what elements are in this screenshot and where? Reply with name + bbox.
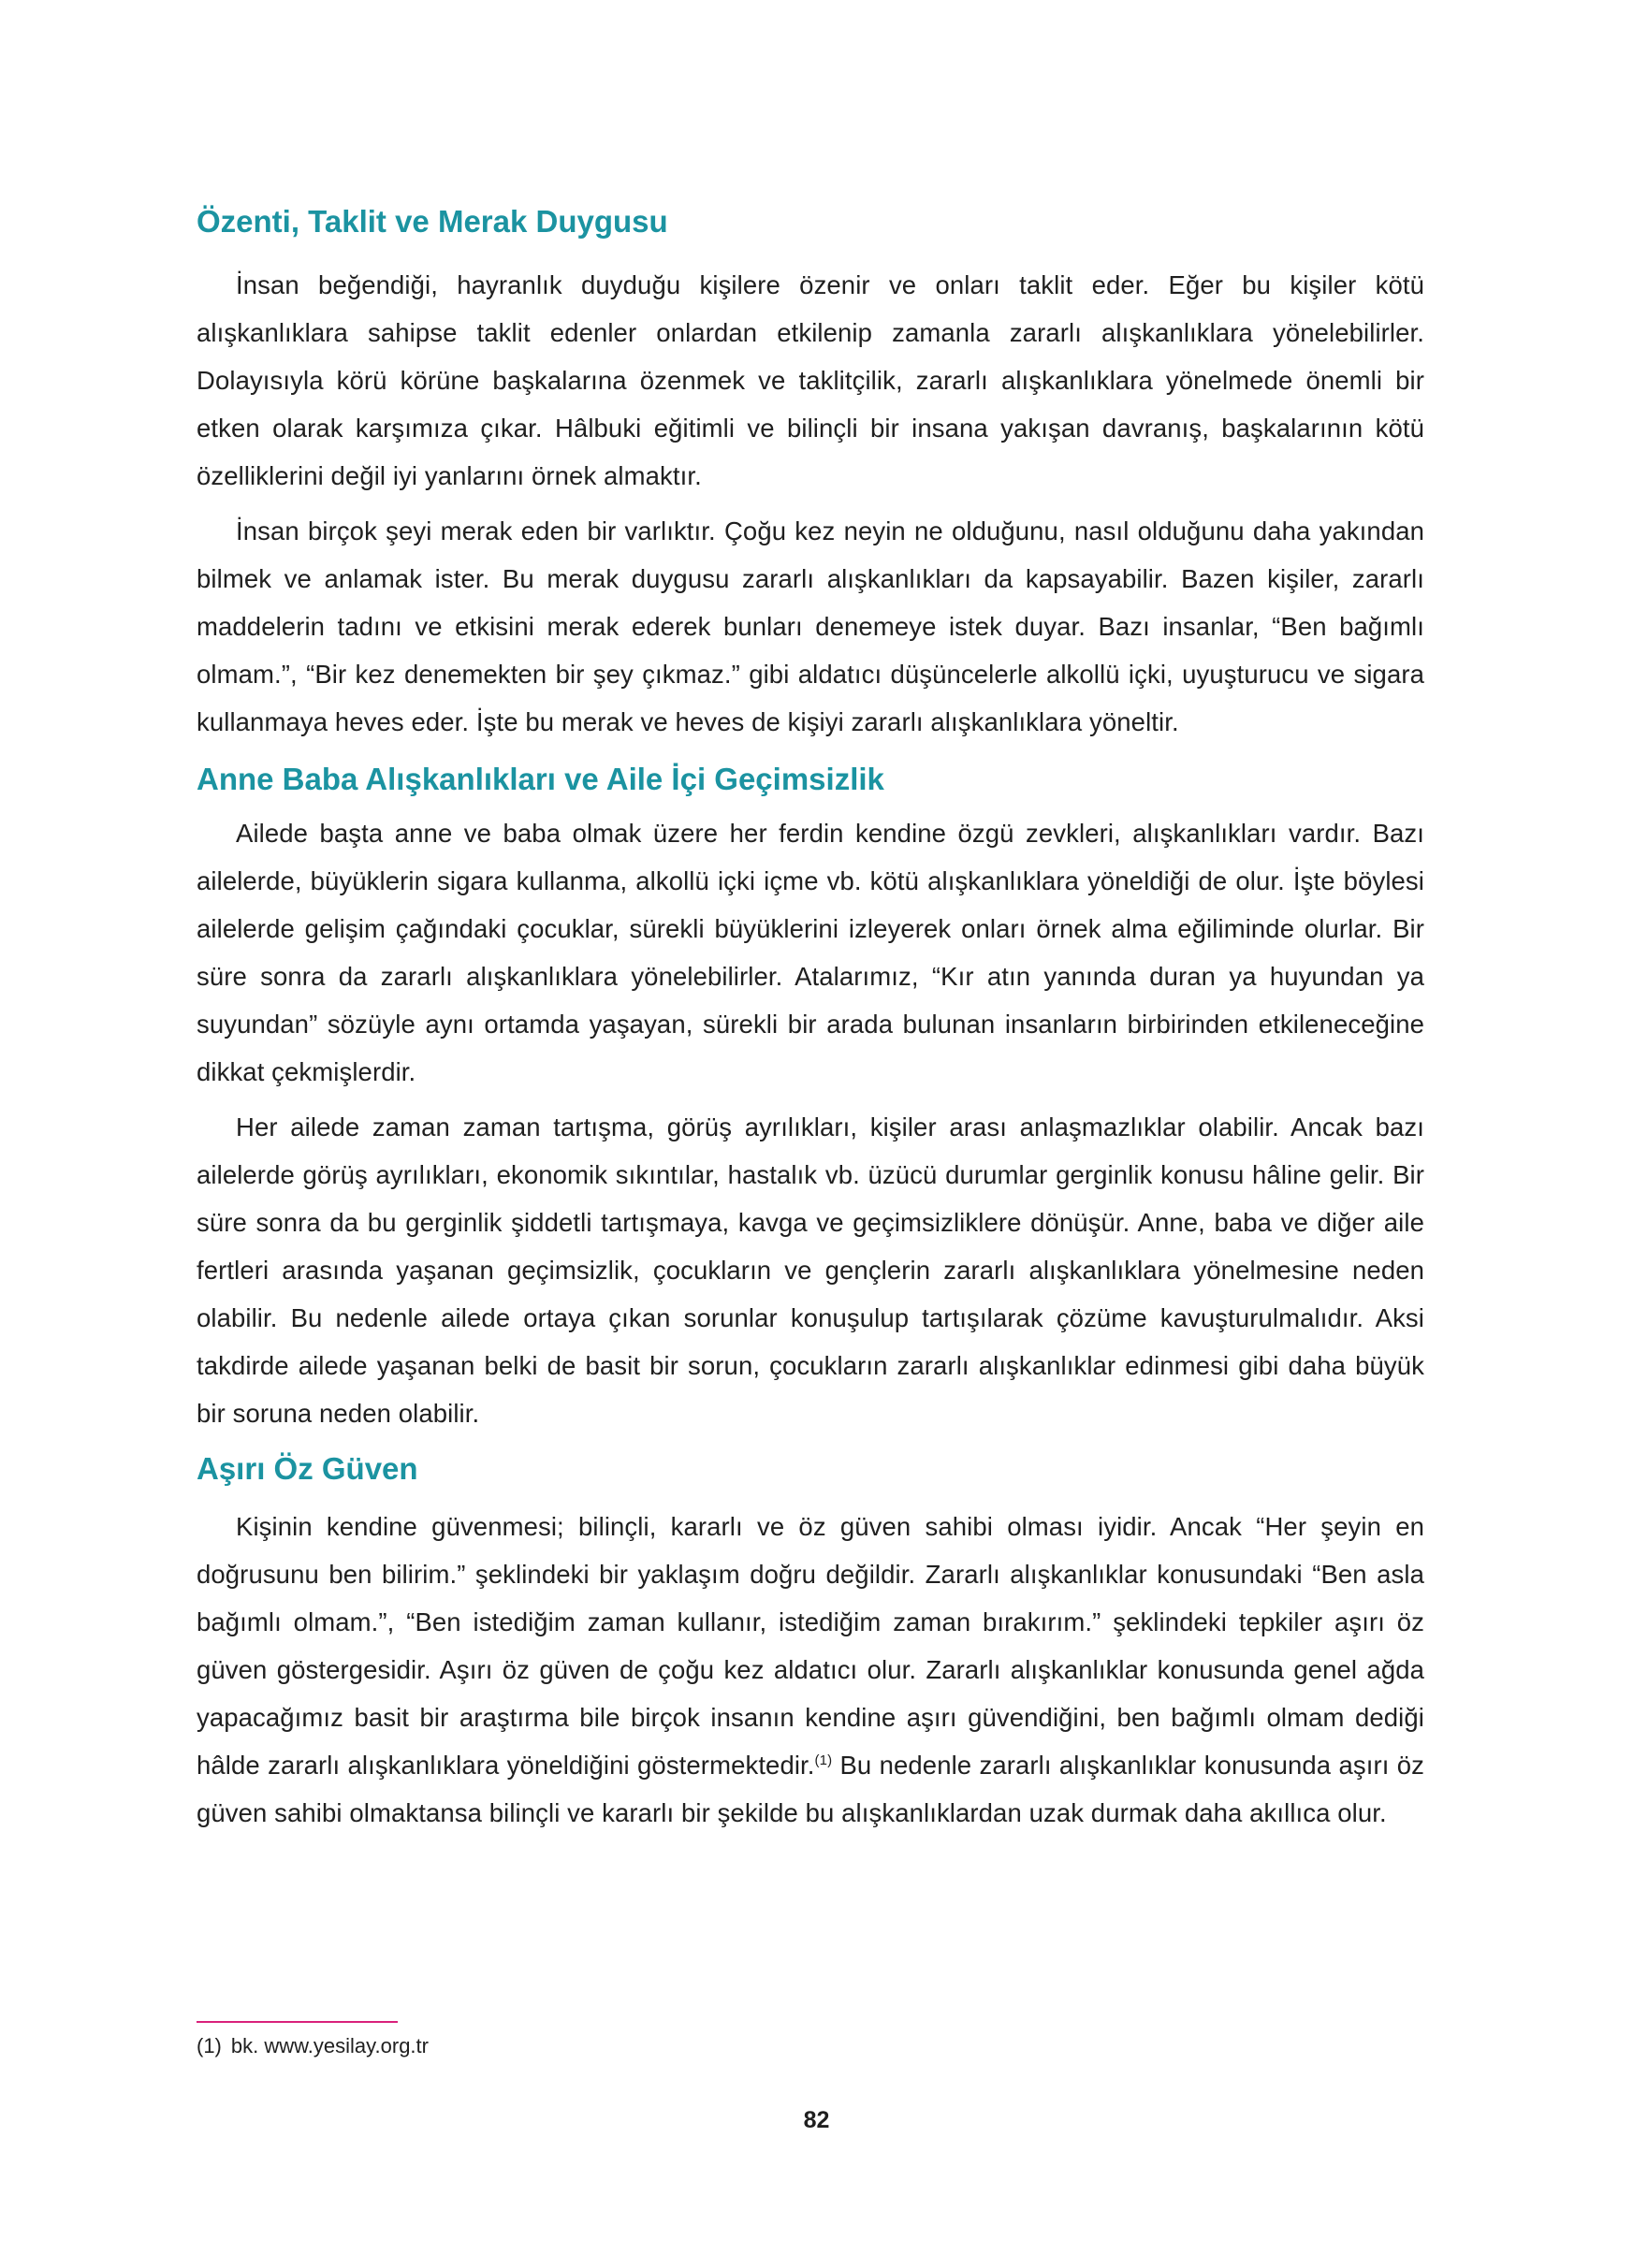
paragraph-anne-baba-2: Her ailede zaman zaman tartışma, görüş ayrılıkları, kişiler arası anlaşmazlıklar olabilir. Ancak bazı ailelerde görüş ayrılıkları, ekonomik sıkıntılar, hastalık vb. üzücü durumlar gerginlik konusu hâline gelir. Bir süre sonra da bu gerginlik şiddetli tartışmaya, kavga ve geçimsizliklere dönüşür. Anne, baba ve diğer aile fertleri arasında yaşanan geçimsizlik, çocukların ve gençlerin zararlı alışkanlıklara yönelmesine neden olabilir. Bu nedenle ailede ortaya çıkan sorunlar konuşulup tartışılarak çözüme kavuşturulmalıdır. Aksi takdirde ailede yaşanan belki de basit bir sorun, çocukların zararlı alışkanlıklar edinmesi gibi daha büyük bir soruna neden olabilir. (197, 1112, 1424, 1428)
page-content (197, 201, 1424, 1844)
footnote (197, 2032, 429, 2060)
paragraph-ozenti-2: İnsan birçok şeyi merak eden bir varlıktır. Çoğu kez neyin ne olduğunu, nasıl olduğunu daha yakından bilmek ve anlamak ister. Bu merak duygusu zararlı alışkanlıkları da kapsayabilir. Bazen kişiler, zararlı maddelerin tadını ve etkisini merak ederek bunları denemeye istek duyar. Bazı insanlar, “Ben bağımlı olmam.”, “Bir kez denemekten bir şey çıkmaz.” gibi aldatıcı düşüncelerle alkollü içki, uyuşturucu ve sigara kullanmaya heves eder. İşte bu merak ve heves de kişiyi zararlı alışkanlıklara yöneltir. (197, 516, 1424, 736)
paragraph-text-after-ref: Bu nedenle zararlı alışkanlıklar konusunda aşırı öz güven sahibi olmaktansa bilinçli ve kararlı bir şekilde bu alışkanlıklardan uzak durmak daha akıllıca olur. (197, 1751, 1424, 1827)
section-heading-ozenti: Özenti, Taklit ve Merak Duygusu (197, 204, 668, 239)
section-heading-anne-baba: Anne Baba Alışkanlıkları ve Aile İçi Geçimsizlik (197, 762, 884, 796)
footnote-divider (197, 2021, 398, 2023)
paragraph-ozenti-1: İnsan beğendiği, hayranlık duyduğu kişilere özenir ve onları taklit eder. Eğer bu kişiler kötü alışkanlıklara sahipse taklit edenler onlardan etkilenip zamanla zararlı alışkanlıklara yönelebilirler. Dolayısıyla körü körüne başkalarına özenmek ve taklitçilik, zararlı alışkanlıklara yönelmede önemli bir etken olarak karşımıza çıkar. Hâlbuki eğitimli ve bilinçli bir insana yakışan davranış, başkalarının kötü özelliklerini değil iyi yanlarını örnek almaktır. (197, 270, 1424, 490)
paragraph-text-before-ref: Kişinin kendine güvenmesi; bilinçli, kararlı ve öz güven sahibi olması iyidir. Ancak “Her şeyin en doğrusunu ben bilirim.” şeklindeki bir yaklaşım doğru değildir. Zararlı alışkanlıklar konusundaki “Ben asla bağımlı olmam.”, “Ben istediğim zaman kullanır, istediğim zaman bırakırım.” şeklindeki tepkiler aşırı öz güven göstergesidir. Aşırı öz güven de çoğu kez aldatıcı olur. Zararlı alışkanlıklar konusunda genel ağda yapacağımız basit bir araştırma bile birçok insanın kendine aşırı güvendiğini, ben bağımlı olmam dediği hâlde zararlı alışkanlıklara yöneldiğini göstermektedir. (197, 1512, 1424, 1780)
section-heading-asiri-oz-guven: Aşırı Öz Güven (197, 1451, 418, 1486)
paragraph-asiri-oz-guven (197, 1503, 1424, 1837)
paragraph-anne-baba-1: Ailede başta anne ve baba olmak üzere her ferdin kendine özgü zevkleri, alışkanlıkları vardır. Bazı ailelerde, büyüklerin sigara kullanma, alkollü içki içme vb. kötü alışkanlıklara yöneldiği de olur. İşte böylesi ailelerde gelişim çağındaki çocuklar, sürekli büyüklerini izleyerek onları örnek alma eğiliminde olurlar. Bir süre sonra da zararlı alışkanlıklara yönelebilirler. Atalarımız, “Kır atın yanında duran ya huyundan ya suyundan” sözüyle aynı ortamda yaşayan, sürekli bir arada bulunan insanların birbirinden etkileneceğine dikkat çekmişlerdir. (197, 819, 1424, 1086)
footnote-reference: (1) (814, 1752, 833, 1768)
footnote-text: bk. www.yesilay.org.tr (230, 2034, 429, 2057)
footnote-number: (1) (197, 2034, 222, 2057)
page-number: 82 (803, 2107, 830, 2133)
